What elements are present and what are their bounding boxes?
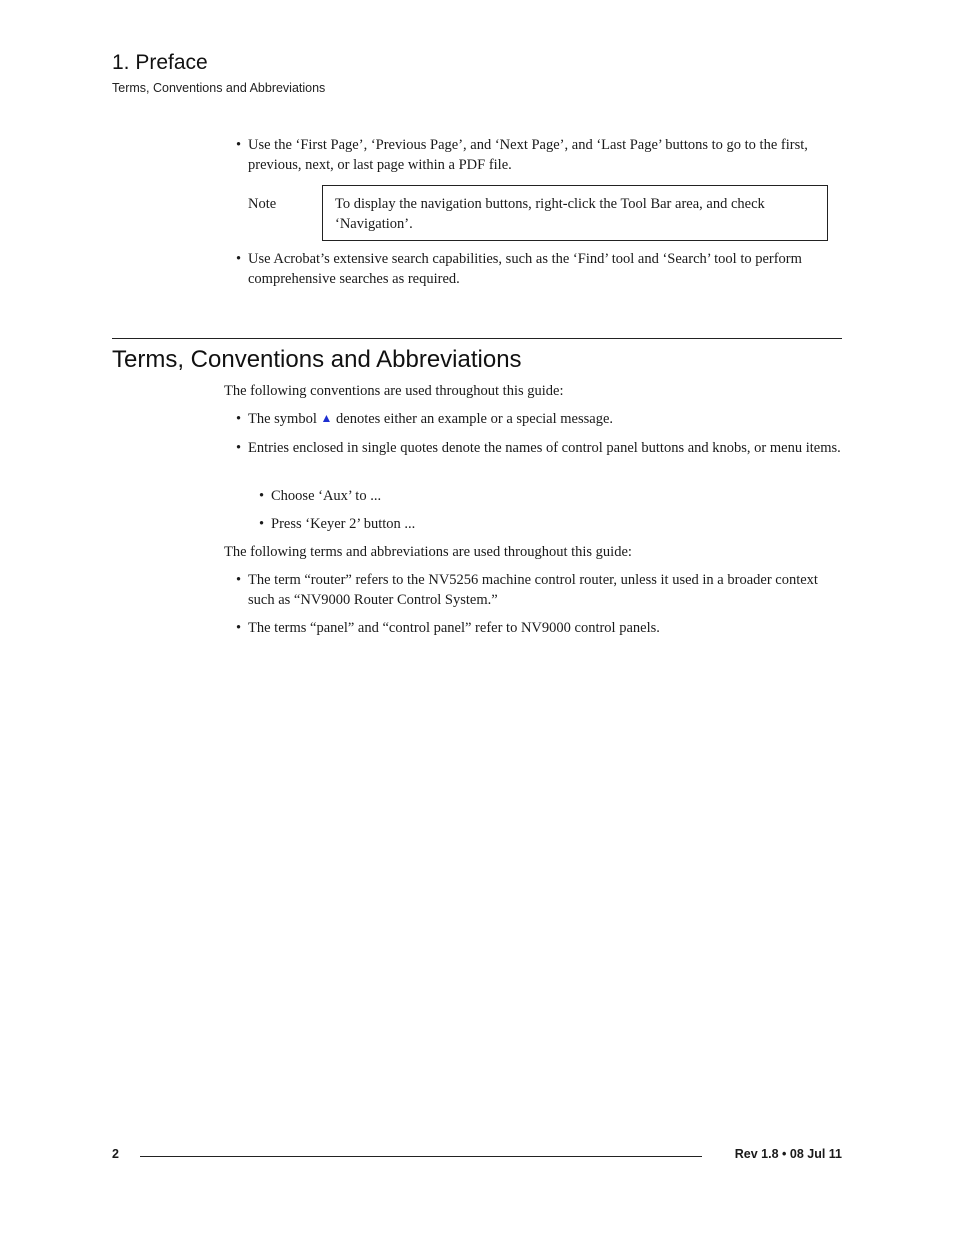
bullet-mark: • <box>259 488 265 504</box>
symbol-text-after: denotes either an example or a special message. <box>332 411 614 427</box>
sub-list-item <box>259 486 842 506</box>
note-box <box>322 185 828 241</box>
list-item-text: Entries enclosed in single quotes denote the names of control panel buttons and knobs, or menu items. <box>248 440 841 456</box>
chapter-title: 1. Preface <box>112 51 208 74</box>
bullet-mark: • <box>236 440 242 456</box>
page-number: 2 <box>112 1147 119 1161</box>
sub-list-item-text: Choose ‘Aux’ to ... <box>271 488 382 504</box>
bullet-mark: • <box>236 251 242 267</box>
symbol-text-before: The symbol <box>248 411 321 427</box>
revision-label: Rev 1.8 • 08 Jul 11 <box>734 1147 842 1161</box>
running-head: Terms, Conventions and Abbreviations <box>112 81 326 95</box>
conventions-intro: The following conventions are used throughout this guide: <box>224 383 564 399</box>
bullet-mark: • <box>236 572 242 588</box>
note-label: Note <box>248 196 277 212</box>
note-text: To display the navigation buttons, right-click the Tool Bar area, and check ‘Navigation’. <box>335 196 765 232</box>
list-item-text: The terms “panel” and “control panel” refer to NV9000 control panels. <box>248 620 660 636</box>
bullet-mark: • <box>236 137 242 153</box>
terms-intro: The following terms and abbreviations are used throughout this guide: <box>224 544 632 560</box>
sub-list-item <box>259 514 842 534</box>
list-item-text: Use Acrobat’s extensive search capabilities, such as the ‘Find’ tool and ‘Search’ tool to perform comprehensive searches as required. <box>248 251 802 287</box>
list-item <box>236 438 842 478</box>
list-item <box>236 618 842 638</box>
footer-rule <box>140 1156 702 1157</box>
bullet-mark: • <box>236 620 242 636</box>
sub-list-item-text: Press ‘Keyer 2’ button ... <box>271 516 416 532</box>
bullet-mark: • <box>259 516 265 532</box>
list-item <box>236 409 842 429</box>
list-item <box>236 249 842 289</box>
list-item <box>236 135 842 175</box>
list-item-text: Use the ‘First Page’, ‘Previous Page’, and ‘Next Page’, and ‘Last Page’ buttons to go to the first, previous, next, or last page within a PDF file. <box>248 137 808 173</box>
triangle-icon: ▲ <box>320 411 333 425</box>
list-item-text: The term “router” refers to the NV5256 machine control router, unless it used in a broader context such as “NV9000 Router Control System.” <box>248 572 818 608</box>
list-item <box>236 570 842 610</box>
list-item-text <box>248 409 842 429</box>
bullet-mark: • <box>236 411 242 427</box>
section-title: Terms, Conventions and Abbreviations <box>112 346 522 373</box>
section-divider <box>112 338 842 339</box>
